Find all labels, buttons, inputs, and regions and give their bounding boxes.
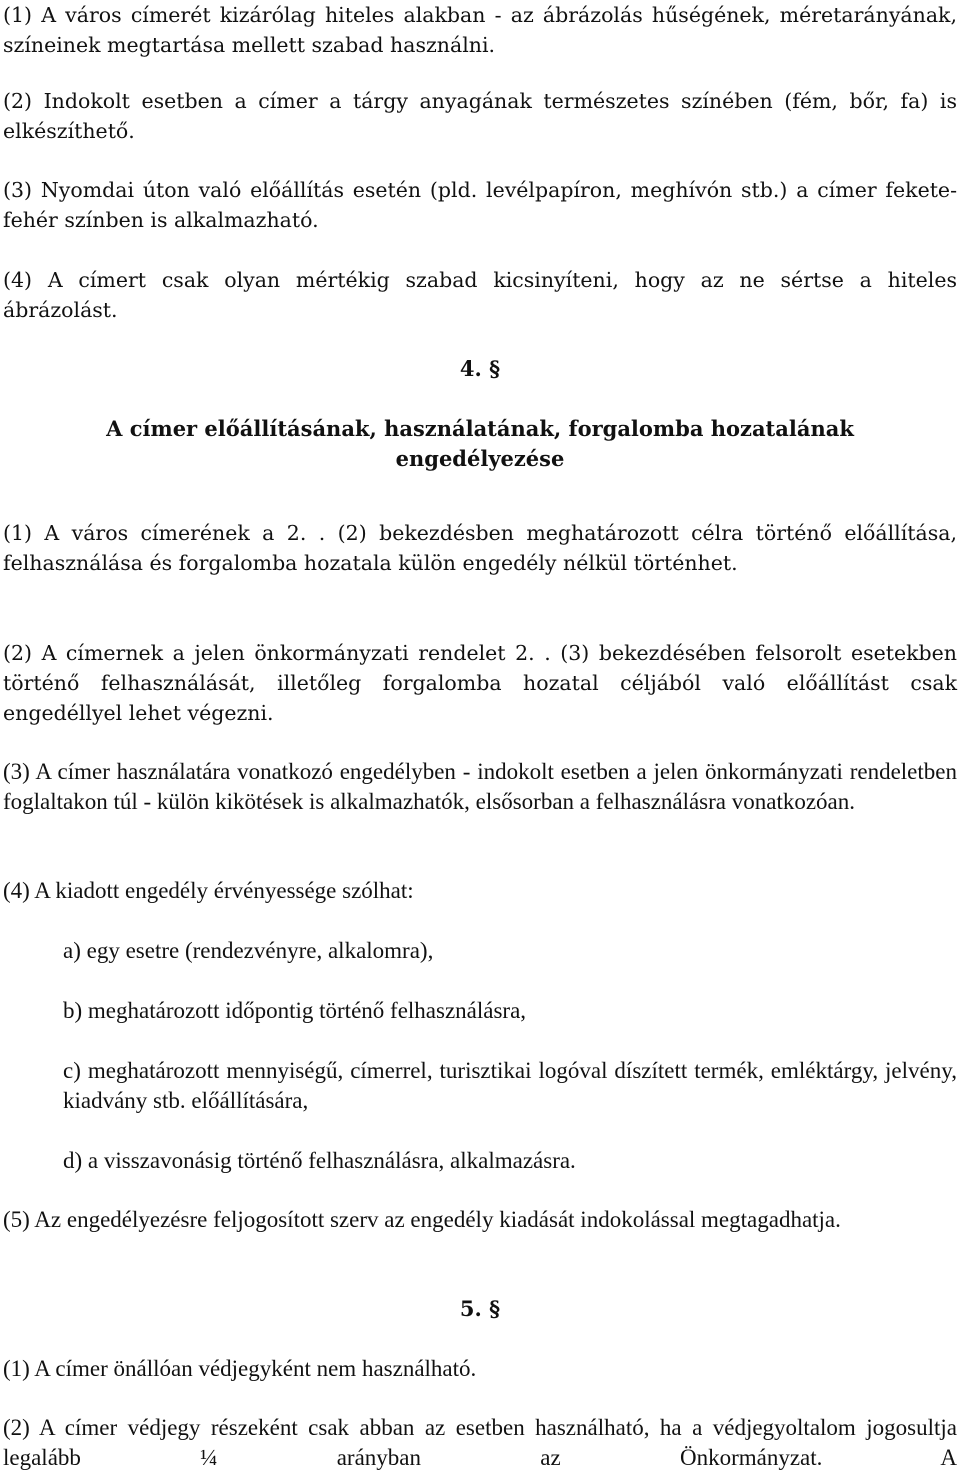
paragraph-1: (1) A város címerét kizárólag hiteles alakban - az ábrázolás hűségének, méretarányának, színeinek megtartása mellett szabad használni. xyxy=(3,3,957,57)
section-5-paragraph-1: (1) A címer önállóan védjegyként nem használható. xyxy=(3,1356,477,1381)
section-4-paragraph-3: (3) A címer használatára vonatkozó engedélyben - indokolt esetben a jelen önkormányzati rendeletben foglaltakon túl - külön kikötések is alkalmazhatók, elsősorban a felhasználásra vonatkozóan. xyxy=(3,759,957,814)
list-item-b: b) meghatározott időpontig történő felhasználásra, xyxy=(63,998,527,1023)
list-item-d: d) a visszavonásig történő felhasználásra, alkalmazásra. xyxy=(63,1148,576,1173)
section-5-paragraph-2: (2) A címer védjegy részeként csak abban az esetben használható, ha a védjegyoltalom jogosultja legalább ¼ arányban az Önkormányzat. A xyxy=(3,1415,957,1470)
list-item-a: a) egy esetre (rendezvényre, alkalomra), xyxy=(63,938,434,963)
section-4-paragraph-2: (2) A címernek a jelen önkormányzati rendelet 2. . (3) bekezdésében felsorolt esetekben történő felhasználását, illetőleg forgalomba hozatal céljából való előállítást csak engedéllyel lehet végezni. xyxy=(3,641,957,725)
section-5-number: 5. § xyxy=(459,1296,501,1321)
section-4-paragraph-4: (4) A kiadott engedély érvényessége szólhat: xyxy=(3,878,414,903)
section-4-paragraph-1: (1) A város címerének a 2. . (2) bekezdésben meghatározott célra történő előállítása, felhasználása és forgalomba hozatala külön engedély nélkül történhet. xyxy=(3,521,957,575)
paragraph-3: (3) Nyomdai úton való előállítás esetén (pld. levélpapíron, meghívón stb.) a címer fekete-fehér színben is alkalmazható. xyxy=(3,178,957,232)
list-item-c: c) meghatározott mennyiségű, címerrel, turisztikai logóval díszített termék, emléktárgy, jelvény, kiadvány stb. előállítására, xyxy=(63,1058,957,1113)
section-4-title: A címer előállításának, használatának, forgalomba hozatalának engedélyezése xyxy=(106,416,854,471)
paragraph-4: (4) A címert csak olyan mértékig szabad kicsinyíteni, hogy az ne sértse a hiteles ábrázolást. xyxy=(3,268,957,322)
section-4-paragraph-5: (5) Az engedélyezésre feljogosított szerv az engedély kiadását indokolással megtagadhatja. xyxy=(3,1207,841,1232)
paragraph-2: (2) Indokolt esetben a címer a tárgy anyagának természetes színében (fém, bőr, fa) is elkészíthető. xyxy=(3,89,957,143)
section-4-number: 4. § xyxy=(459,356,501,381)
